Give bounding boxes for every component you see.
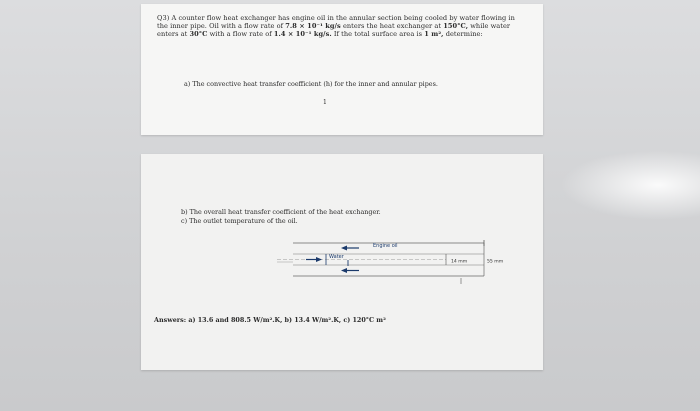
question-mid-1: enters the heat exchanger at [342,22,442,31]
surface-area: 1 m², [424,30,444,39]
outer-diameter-label: 55 mm [487,259,504,265]
oil-flow-rate: 7.8 × 10⁻¹ kg/s [285,22,341,31]
question-intro: A counter flow heat exchanger has engine oil in the annular section being cooled by water flowing in the inner pipe. Oil with a flow rate of [157,14,515,31]
water-flow-rate: 1.4 × 10⁻¹ kg/s. [273,30,332,39]
document-page-2 [141,154,543,370]
oil-label: Engine oil [373,243,398,249]
oil-flow-arrowhead [341,246,347,251]
light-glare [560,150,700,220]
inner-diameter-label: 14 mm [451,259,468,265]
oil-flow-arrowhead-bottom [341,268,347,273]
water-flow-arrowhead [316,257,322,262]
heat-exchanger-diagram [141,154,543,370]
oil-inlet-temp: 150°C, [443,22,469,31]
page-number: 1 [323,99,327,106]
part-a: a) The convective heat transfer coefficient (h) for the inner and annular pipes. [184,80,438,88]
part-c: c) The outlet temperature of the oil. [181,217,298,225]
answers-line: Answers: a) 13.6 and 808.5 W/m².K, b) 13.4 W/m².K, c) 120°C m² [154,316,386,324]
question-end: determine: [445,30,483,39]
part-b: b) The overall heat transfer coefficient of the heat exchanger. [181,208,381,216]
document-page-1 [141,4,543,135]
question-text [157,14,527,39]
question-mid-4: If the total surface area is [333,30,423,39]
question-mid-2: while water enters at [157,22,511,39]
water-inlet-temp: 30°C [189,30,208,39]
water-label: Water [329,254,344,260]
question-mid-3: with a flow rate of [209,30,272,39]
question-number: Q3) [157,14,170,22]
